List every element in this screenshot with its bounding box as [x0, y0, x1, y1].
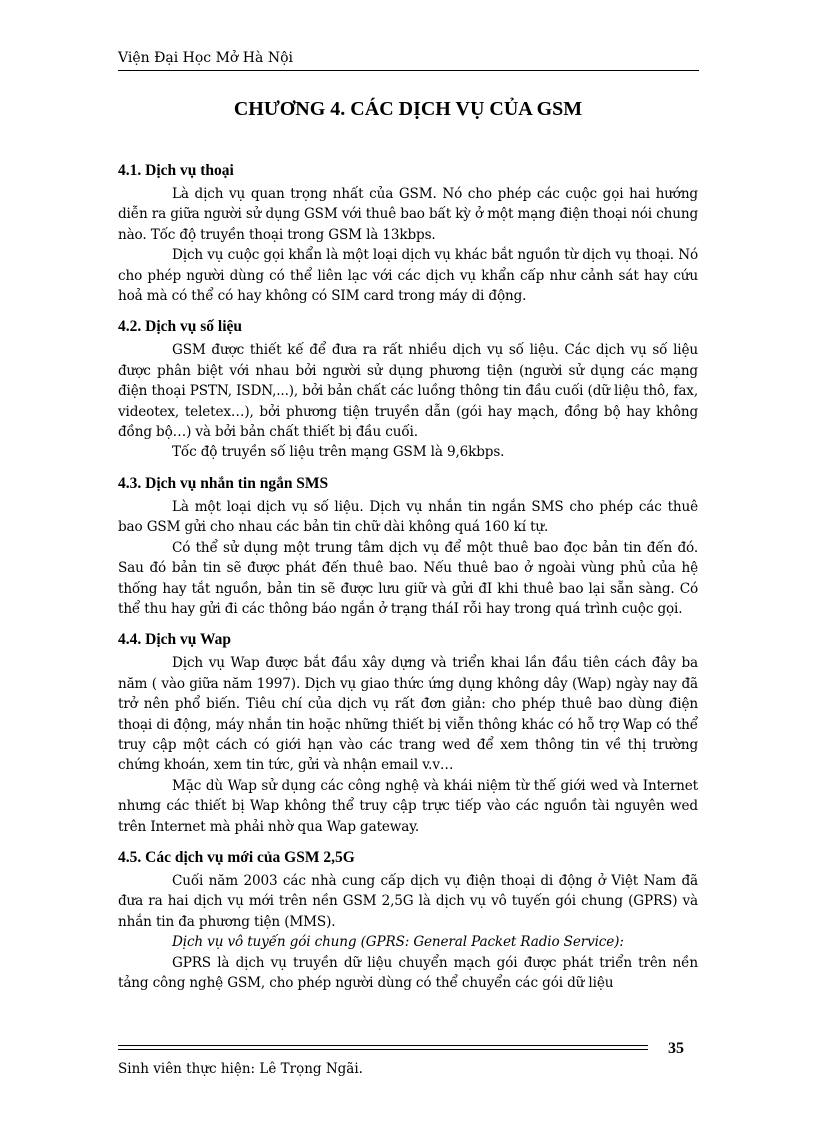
- paragraph: Là một loại dịch vụ số liệu. Dịch vụ nhắn tin ngắn SMS cho phép các thuê bao GSM gửi cho nhau các bản tin chữ dài không quá 160 kí tự.: [118, 498, 698, 536]
- paragraph: Mặc dù Wap sử dụng các công nghệ và khái niệm từ thế giới wed và Internet nhưng các thiết bị Wap không thể truy cập trực tiếp vào các nguồn tài nguyên wed trên Internet mà phải nhờ qua Wap gateway.: [118, 777, 698, 835]
- section-4-5: [118, 849, 698, 993]
- chapter-title: CHƯƠNG 4. CÁC DỊCH VỤ CỦA GSM: [233, 98, 583, 120]
- footer-divider-top: [118, 1045, 648, 1046]
- page-number: 35: [668, 1040, 684, 1057]
- footer-author: Sinh viên thực hiện: Lê Trọng Ngãi.: [118, 1061, 363, 1077]
- paragraph: GSM được thiết kế để đưa ra rất nhiều dịch vụ số liệu. Các dịch vụ số liệu được phân biệt với nhau bởi người sử dụng phương tiện (người sử dụng các mạng điện thoại PSTN, ISDN,...), bởi bản chất các luồng thông tin đầu cuối (dữ liệu thô, fax, videotex, teletex…), bởi phương tiện truyền dẫn (gói hay mạch, đồng bộ hay không đồng bộ…) và bởi bản chất thiết bị đầu cuối.: [118, 342, 698, 441]
- footer-divider-bottom: [118, 1049, 648, 1050]
- section-4-4: [118, 631, 698, 837]
- paragraph: Dịch vụ Wap được bắt đầu xây dựng và triển khai lần đầu tiên cách đây ba năm ( vào giữa năm 1997). Dịch vụ giao thức ứng dụng không dây (Wap) ngày nay đã trở nên phổ biến. Tiêu chí của dịch vụ rất đơn giản: cho phép thuê bao dùng điện thoại di động, máy nhắn tin hoặc những thiết bị viễn thông khác có hỗ trợ Wap có thể truy cập một cách có giới hạn vào các trang wed để xem thông tin về thị trường chứng khoán, xem tin tức, gửi và nhận email v.v…: [118, 655, 698, 774]
- subheading-paragraph: Dịch vụ vô tuyến gói chung (GPRS: General Packet Radio Service):: [172, 934, 624, 951]
- section-title: 4.4. Dịch vụ Wap: [118, 631, 231, 649]
- section-4-1: [118, 162, 698, 306]
- section-title: 4.5. Các dịch vụ mới của GSM 2,5G: [118, 848, 355, 866]
- paragraph: GPRS là dịch vụ truyền dữ liệu chuyển mạch gói được phát triển trên nền tảng công nghệ GSM, cho phép người dùng có thể chuyển các gói dữ liệu: [118, 954, 698, 991]
- section-title: 4.1. Dịch vụ thoại: [118, 162, 234, 179]
- section-4-3: [118, 475, 698, 619]
- section-title: 4.3. Dịch vụ nhắn tin ngắn SMS: [118, 474, 329, 492]
- header-divider: [118, 70, 699, 71]
- document-body: [118, 162, 698, 1005]
- paragraph: Dịch vụ cuộc gọi khẩn là một loại dịch vụ khác bắt nguồn từ dịch vụ thoại. Nó cho phép người dùng có thể liên lạc với các dịch vụ khẩn cấp như cảnh sát hay cứu hoả mà có thể có hay không có SIM card trong máy di động.: [118, 247, 698, 305]
- paragraph: Là dịch vụ quan trọng nhất của GSM. Nó cho phép các cuộc gọi hai hướng diễn ra giữa người sử dụng GSM với thuê bao bất kỳ ở một mạng điện thoại nói chung nào. Tốc độ truyền thoại trong GSM là 13kbps.: [118, 186, 699, 243]
- section-4-2: [118, 318, 698, 462]
- page-header: Viện Đại Học Mở Hà Nội: [118, 50, 293, 66]
- section-title: 4.2. Dịch vụ số liệu: [118, 318, 243, 336]
- paragraph: Cuối năm 2003 các nhà cung cấp dịch vụ điện thoại di động ở Việt Nam đã đưa ra hai dịch vụ mới trên nền GSM 2,5G là dịch vụ vô tuyến gói chung (GPRS) và nhắn tin đa phương tiện (MMS).: [118, 872, 698, 930]
- paragraph: Tốc độ truyền số liệu trên mạng GSM là 9,6kbps.: [172, 444, 505, 461]
- paragraph: Có thể sử dụng một trung tâm dịch vụ để một thuê bao đọc bản tin đến đó. Sau đó bản tin sẽ được phát đến thuê bao. Nếu thuê bao ở ngoài vùng phủ của hệ thống hay tắt nguồn, bản tin sẽ được lưu giữ và gửi đI khi thuê bao lại sẵn sàng. Có thể thu hay gửi đi các thông báo ngắn ở trạng tháI rỗi hay trong quá trình cuộc gọi.: [118, 539, 698, 617]
